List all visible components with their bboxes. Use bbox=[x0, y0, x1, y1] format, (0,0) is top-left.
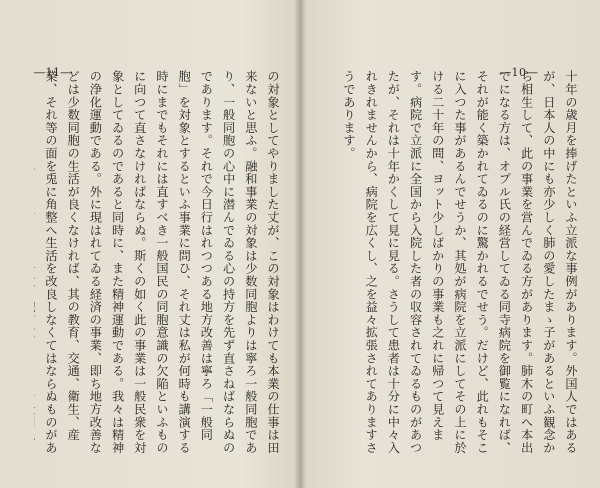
page-number: ―10― bbox=[500, 66, 538, 79]
paragraph bbox=[334, 70, 338, 460]
right-page bbox=[302, 0, 600, 488]
body-text bbox=[34, 70, 284, 460]
paragraph: 十年の歳月を捧げたといふ立派な事例があります。外国人ではあるが、日本人の中にも亦少しく肺の愛したまゝ子があるといふ観念から相生して、此の事業を営んでゐる方があります。肺木の町へ本出でになる方は、オプル氏の経営してゐる同寺病院を御覧になれば、それが能く築かれてゐるのに驚かれるでせう。だけど、此れもそこに入つた事があるんでせうか、其処が病院を立派にしてその上に於ける二十年の間、ヨット少しばかりの事業も之れに帰つて見えます。病院で立派に全国から入院した者の収容されてゐるものがあつたが、それは十年かくして見に見る。さうして患者は十分に中々入れきれませんから、病院を広くし、之を益々拡張されてありますさうであります。 bbox=[341, 70, 578, 454]
body-text bbox=[334, 70, 582, 460]
left-page bbox=[0, 0, 298, 488]
page-number: ―11― bbox=[34, 66, 72, 79]
paragraph: の対象としてやりました丈が、この対象はわけても本業の仕事は田来ないと思ふ。融和事業の対象は少数同胞よりは寧ろ一般同胞であり、一般同胞の心中に潜んでゐる心の持方を先ず直さねばならぬのであります。それで今日行はれつつある地方改善は寧ろ「一般同胞」を対象とするといふ事業に問ひ、それ丈は私が何時も講演する時にまでもそれには直すべき一般国民の同胞意識の欠陥といふものに向つて直さなければならぬ。斯くの如く此の事業は一般民衆を対象としてゐるのであると同時に、また精神運動である。我々は精神の浄化運動である。外に現はれてゐる経済の事業、即ち地方改善などは少数同胞の生活が良くなければ、其の教育、交通、衛生、産業、それ等の面を兎に角整へ生活を改良しなくてはならぬものがあ bbox=[43, 70, 280, 454]
